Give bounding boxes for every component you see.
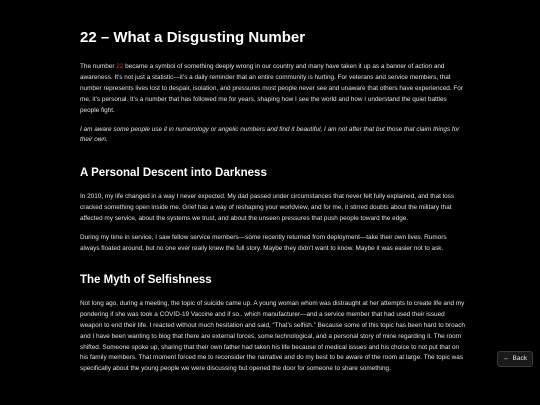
intro-text-start: The number <box>80 63 117 70</box>
back-button[interactable] <box>497 351 533 367</box>
intro-text-rest: became a symbol of something deeply wrong in our country and many have taken it up as a banner of action and awareness. It’s not just a statistic—it’s a daily reminder that an entire community is hurting. For veterans and service members, that number represents lives lost to despair, isolation, and pressures most people never see and unaware that others have experienced. For me, it’s personal. It’s a number that has followed me for years, shaping how I see the world and how I understand the quiet battles people fight. <box>80 63 463 114</box>
intro-paragraph <box>80 62 466 117</box>
article-title: 22 – What a Disgusting Number <box>80 29 306 46</box>
highlighted-number: 22 <box>116 63 124 70</box>
blog-article <box>80 28 466 383</box>
section-heading-personal-descent: A Personal Descent into Darkness <box>80 167 267 180</box>
section-paragraph: In 2010, my life changed in a way I never expected. My dad passed under circumstances that never felt fully explained, and that loss cracked something open inside me. Grief has a way of reshaping your worldview, and for me, it stirred doubts about the military that affected my service, about the systems we trust, and about the unseen pressures that push people toward the edge. <box>80 193 455 223</box>
section-heading-myth-of-selfishness: The Myth of Selfishness <box>80 273 212 286</box>
arrow-left-icon: ← <box>503 355 510 362</box>
section-paragraph: Not long ago, during a meeting, the topic of suicide came up. A young woman whom was distraught at her attempts to create life and my pondering if she was took a COVID-19 Vaccine and if so.. which manufacturer—and a service member that had used their issued weapon to end their life. I reacted without much hesitation and said, “That’s selfish.” Because some of this topic has been hard to broach and I have been wanting to blog that there are external forces, some technological, and a personal story of mine regarding it. The room shifted. Someone spoke up, sharing that their own father had taken his life because of medical issues and his choice to not put that on his family members. That moment forced me to reconsider the narrative and do my best to be aware of the room at large. The topic was specifically about the young people we were discussing but opened the door for someone to share something. <box>80 299 465 373</box>
intro-italic-note: I am aware some people use it in numerology or angelic numbers and find it beautiful, I am not after that but those that claim things for their own. <box>80 125 460 144</box>
back-button-label: Back <box>512 355 527 362</box>
section-paragraph: During my time in service, I saw fellow service members—some recently returned from deployment—take their own lives. Rumors always floated around, but no one ever really knew the full story. Maybe they didn’t want to know. Maybe it was easier not to ask. <box>80 234 447 252</box>
